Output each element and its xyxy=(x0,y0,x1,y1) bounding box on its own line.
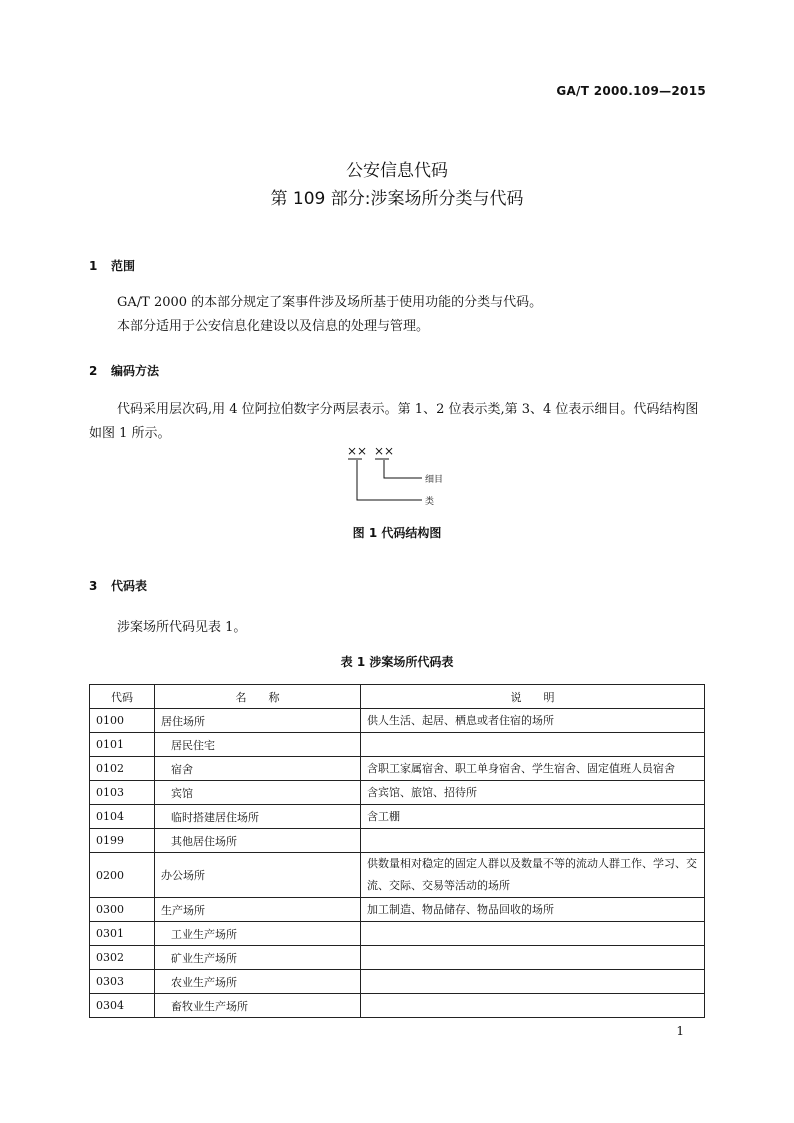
cell-name: 农业生产场所 xyxy=(155,970,361,994)
cell-description: 供数量相对稳定的固定人群以及数量不等的流动人群工作、学习、交流、交际、交易等活动的场所 xyxy=(361,853,705,898)
table-header-row xyxy=(90,685,705,709)
cell-description: 加工制造、物品储存、物品回收的场所 xyxy=(361,898,705,922)
cell-name: 工业生产场所 xyxy=(155,922,361,946)
table-row xyxy=(90,829,705,853)
cell-code: 0103 xyxy=(90,781,155,805)
section-3-body xyxy=(89,616,705,640)
cell-code: 0302 xyxy=(90,946,155,970)
standard-number: GA/T 2000.109—2015 xyxy=(556,84,706,98)
cell-name: 办公场所 xyxy=(155,853,361,898)
cell-code: 0301 xyxy=(90,922,155,946)
cell-description xyxy=(361,970,705,994)
figure-caption: 图 1 代码结构图 xyxy=(352,526,442,540)
detail-marks: ×× xyxy=(374,444,395,458)
cell-code: 0104 xyxy=(90,805,155,829)
cell-description: 含工棚 xyxy=(361,805,705,829)
section-1-heading xyxy=(89,257,135,274)
section-number: 1 xyxy=(89,259,98,273)
table-row xyxy=(90,805,705,829)
section-number: 3 xyxy=(89,579,98,593)
label-detail: 细目 xyxy=(425,475,444,485)
cell-code: 0303 xyxy=(90,970,155,994)
cell-description xyxy=(361,829,705,853)
header-code: 代码 xyxy=(90,685,155,709)
section-title: 范围 xyxy=(111,259,136,273)
cell-code: 0199 xyxy=(90,829,155,853)
cell-code: 0102 xyxy=(90,757,155,781)
table-row xyxy=(90,994,705,1018)
section-number: 2 xyxy=(89,364,98,378)
code-structure-figure xyxy=(340,444,460,508)
table-row xyxy=(90,898,705,922)
table-row xyxy=(90,970,705,994)
table-row xyxy=(90,946,705,970)
section-1-body xyxy=(89,291,705,339)
location-code-table xyxy=(89,684,705,1018)
cell-description: 含职工家属宿舍、职工单身宿舍、学生宿舍、固定值班人员宿舍 xyxy=(361,757,705,781)
paragraph: 代码采用层次码,用 4 位阿拉伯数字分两层表示。第 1、2 位表示类,第 3、4 位表示细目。代码结构图如图 1 所示。 xyxy=(89,402,699,441)
table-row xyxy=(90,709,705,733)
section-title: 编码方法 xyxy=(111,364,160,378)
section-title: 代码表 xyxy=(111,579,148,593)
table-row xyxy=(90,733,705,757)
paragraph: 涉案场所代码见表 1。 xyxy=(117,620,247,635)
cell-code: 0200 xyxy=(90,853,155,898)
cell-description xyxy=(361,733,705,757)
cell-name: 生产场所 xyxy=(155,898,361,922)
table-row xyxy=(90,757,705,781)
section-2-heading xyxy=(89,362,159,379)
cell-description: 含宾馆、旅馆、招待所 xyxy=(361,781,705,805)
table-row xyxy=(90,781,705,805)
page-number: 1 xyxy=(676,1024,684,1038)
cell-description xyxy=(361,922,705,946)
doc-title-line2: 第 109 部分:涉案场所分类与代码 xyxy=(270,189,524,209)
cell-code: 0304 xyxy=(90,994,155,1018)
cell-description xyxy=(361,946,705,970)
table-row xyxy=(90,853,705,898)
table-caption: 表 1 涉案场所代码表 xyxy=(340,655,454,669)
doc-title-line1: 公安信息代码 xyxy=(346,161,448,181)
section-3-heading xyxy=(89,577,147,594)
cell-name: 其他居住场所 xyxy=(155,829,361,853)
table-row xyxy=(90,922,705,946)
cell-name: 宿舍 xyxy=(155,757,361,781)
cell-code: 0300 xyxy=(90,898,155,922)
label-class: 类 xyxy=(425,497,435,507)
paragraph: GA/T 2000 的本部分规定了案事件涉及场所基于使用功能的分类与代码。 xyxy=(117,295,543,310)
cell-name: 畜牧业生产场所 xyxy=(155,994,361,1018)
section-2-body xyxy=(89,398,705,446)
cell-code: 0101 xyxy=(90,733,155,757)
cell-code: 0100 xyxy=(90,709,155,733)
cell-name: 居住场所 xyxy=(155,709,361,733)
cell-name: 宾馆 xyxy=(155,781,361,805)
cell-description xyxy=(361,994,705,1018)
paragraph: 本部分适用于公安信息化建设以及信息的处理与管理。 xyxy=(117,319,430,334)
class-marks: ×× xyxy=(347,444,368,458)
cell-description: 供人生活、起居、栖息或者住宿的场所 xyxy=(361,709,705,733)
cell-name: 矿业生产场所 xyxy=(155,946,361,970)
header-description: 说 明 xyxy=(361,685,705,709)
header-name: 名 称 xyxy=(155,685,361,709)
cell-name: 居民住宅 xyxy=(155,733,361,757)
cell-name: 临时搭建居住场所 xyxy=(155,805,361,829)
